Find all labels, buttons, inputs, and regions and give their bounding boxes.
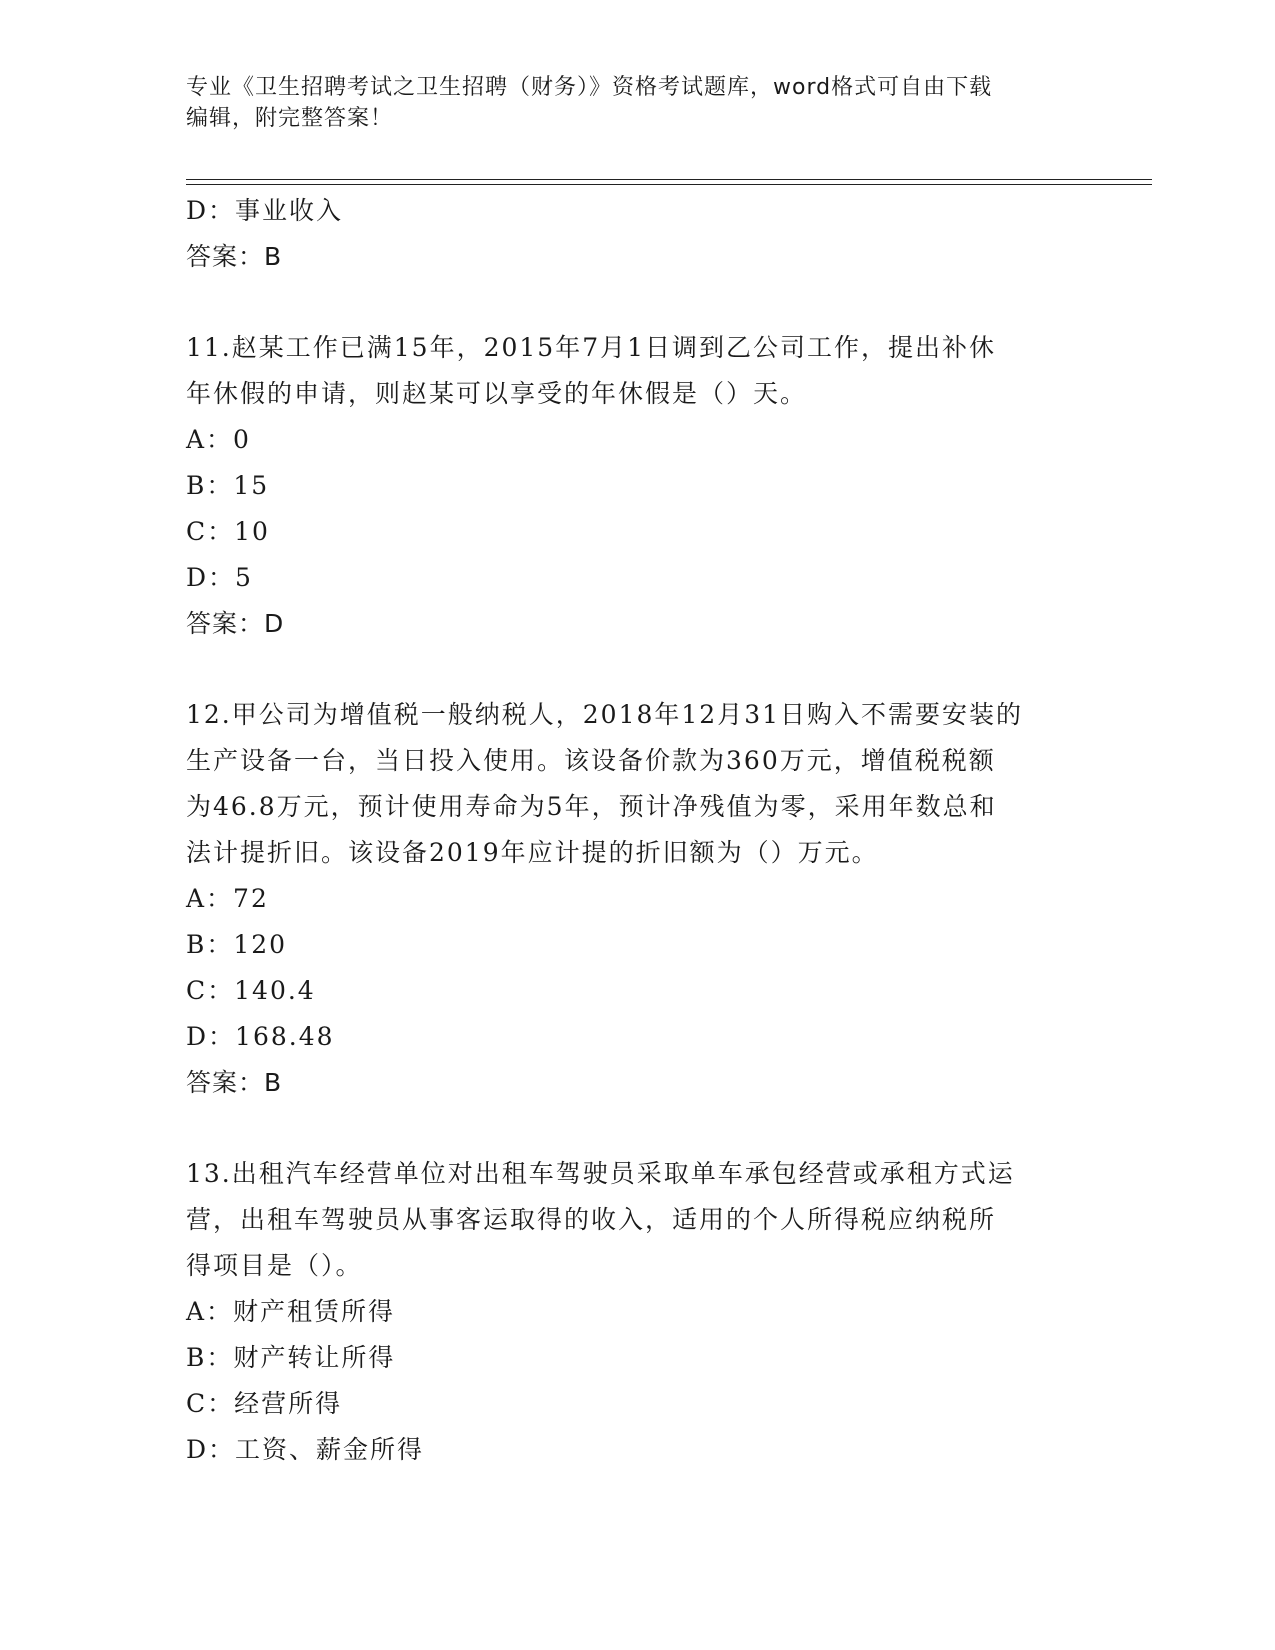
answer-line: 答案：B: [186, 242, 283, 271]
question-line: 得项目是（）。: [186, 1251, 363, 1280]
question-text: [186, 692, 1086, 876]
option-b: B：120: [186, 930, 288, 959]
question-line: 生产设备一台，当日投入使用。该设备价款为360万元，增值税税额: [186, 746, 996, 775]
answer-line: 答案：D: [186, 609, 285, 638]
option-d: D：168.48: [186, 1022, 335, 1051]
question-line: 12.甲公司为增值税一般纳税人，2018年12月31日购入不需要安装的: [186, 700, 1024, 729]
previous-question-tail: [186, 188, 1086, 280]
option-c: C：10: [186, 517, 270, 546]
question-line: 为46.8万元，预计使用寿命为5年，预计净残值为零，采用年数总和: [186, 792, 997, 821]
option-b: B：15: [186, 471, 270, 500]
header-line-1: 专业《卫生招聘考试之卫生招聘（财务）》资格考试题库，word格式可自由下载: [186, 75, 993, 100]
option-d: D：事业收入: [186, 196, 344, 225]
option-c: C：140.4: [186, 976, 316, 1005]
question-12: [186, 692, 1086, 1106]
option-d: D：工资、薪金所得: [186, 1435, 425, 1464]
option-d: D：5: [186, 563, 253, 592]
question-line: 营，出租车驾驶员从事客运取得的收入，适用的个人所得税应纳税所: [186, 1205, 997, 1234]
header-divider-bottom: [186, 184, 1152, 185]
question-line: 13.出租汽车经营单位对出租车驾驶员采取单车承包经营或承租方式运: [186, 1159, 1015, 1188]
question-line: 法计提折旧。该设备2019年应计提的折旧额为（）万元。: [186, 838, 879, 867]
option-a: A：72: [186, 884, 269, 913]
header-divider-top: [186, 179, 1152, 180]
answer-line: 答案：B: [186, 1068, 283, 1097]
option-c: C：经营所得: [186, 1389, 343, 1418]
question-13: [186, 1151, 1086, 1473]
document-header: [186, 72, 1066, 134]
option-b: B：财产转让所得: [186, 1343, 396, 1372]
question-11: [186, 325, 1086, 647]
option-a: A：财产租赁所得: [186, 1297, 396, 1326]
question-text: [186, 325, 1086, 417]
question-line: 11.赵某工作已满15年，2015年7月1日调到乙公司工作，提出补休: [186, 333, 997, 362]
question-line: 年休假的申请，则赵某可以享受的年休假是（）天。: [186, 379, 808, 408]
question-text: [186, 1151, 1086, 1289]
document-body: [186, 188, 1086, 1473]
option-a: A：0: [186, 425, 251, 454]
header-line-2: 编辑，附完整答案！: [186, 106, 394, 131]
